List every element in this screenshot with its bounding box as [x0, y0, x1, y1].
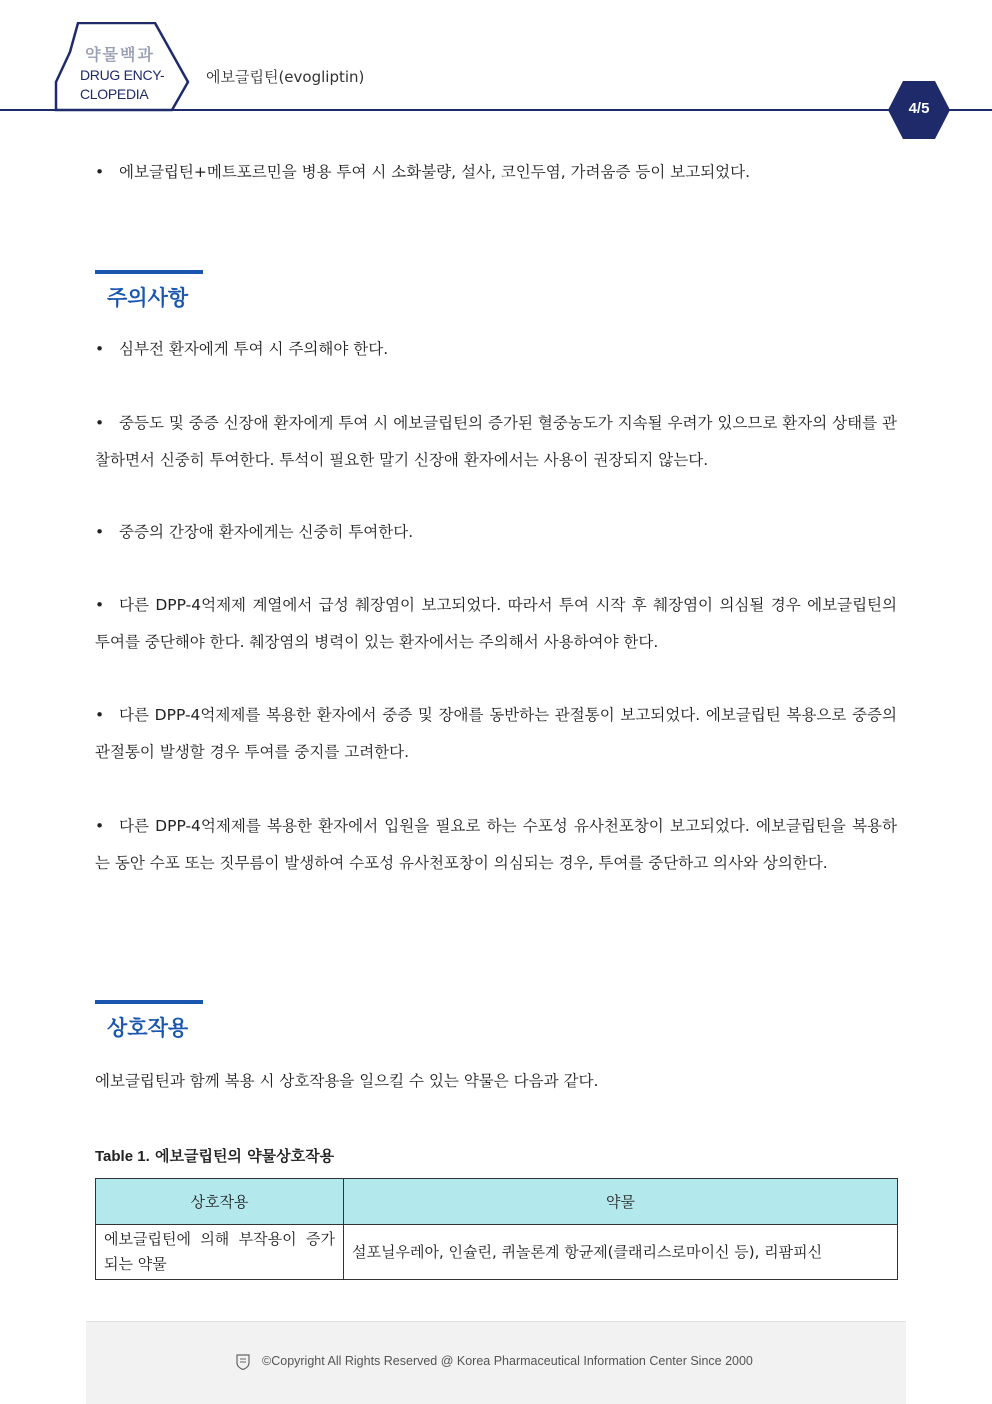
footer-copyright: ©Copyright All Rights Reserved @ Korea Pharmaceutical Information Center Since 2000 — [262, 1354, 753, 1368]
logo-english-line1: DRUG ENCY- — [80, 67, 165, 83]
table-header-cell: 상호작용 — [96, 1179, 344, 1225]
bullet-icon: • — [95, 163, 105, 181]
bullet-icon: • — [95, 817, 105, 835]
precaution-text: 다른 DPP-4억제제를 복용한 환자에서 중증 및 장애를 동반하는 관절통이 보고되었다. 에보글립틴 복용으로 중증의 관절통이 발생할 경우 투여를 중지를 고려한다. — [95, 706, 897, 761]
bullet-icon: • — [95, 596, 105, 614]
precaution-text: 다른 DPP-4억제제를 복용한 환자에서 입원을 필요로 하는 수포성 유사천포창이 보고되었다. 에보글립틴을 복용하는 동안 수포 또는 짓무름이 발생하여 수포성 유사천포창이 의심되는 경우, 투여를 중단하고 의사와 상의한다. — [95, 817, 897, 872]
table-cell: 설포닐우레아, 인슐린, 퀴놀론계 항균제(클래리스로마이신 등), 리팜피신 — [344, 1225, 898, 1280]
logo — [50, 22, 190, 112]
logo-english-line2: CLOPEDIA — [80, 86, 149, 102]
precaution-item — [95, 697, 897, 771]
table-cell: 에보글립틴에 의해 부작용이 증가되는 약물 — [96, 1225, 344, 1280]
precaution-text: 중등도 및 중증 신장애 환자에게 투여 시 에보글립틴의 증가된 혈중농도가 지속될 우려가 있으므로 환자의 상태를 관찰하면서 신중히 투여한다. 투석이 필요한 말기 신장애 환자에서는 사용이 권장되지 않는다. — [95, 414, 897, 469]
precautions-section-bar — [95, 270, 203, 274]
interactions-section-bar — [95, 1000, 203, 1004]
intro-bullet-paragraph — [95, 154, 897, 191]
interaction-table — [95, 1178, 898, 1280]
table-caption-title: 에보글립틴의 약물상호작용 — [154, 1147, 335, 1165]
bullet-icon: • — [95, 706, 105, 724]
shield-emblem-icon — [236, 1354, 250, 1370]
precaution-item — [95, 331, 897, 368]
table-caption-number: Table 1. — [95, 1148, 150, 1165]
logo-korean-text: 약물백과 — [85, 45, 155, 64]
table-caption — [95, 1145, 334, 1166]
precaution-text: 다른 DPP-4억제제 계열에서 급성 췌장염이 보고되었다. 따라서 투여 시작 후 췌장염이 의심될 경우 에보글립틴의 투여를 중단해야 한다. 췌장염의 병력이 있는 환자에서는 주의해서 사용하여야 한다. — [95, 596, 897, 651]
precautions-title: 주의사항 — [107, 286, 189, 310]
precaution-item — [95, 405, 897, 479]
precaution-item — [95, 808, 897, 882]
table-header-row — [96, 1179, 898, 1225]
table-header-cell: 약물 — [344, 1179, 898, 1225]
precaution-item — [95, 514, 897, 551]
page-number: 4/5 — [908, 100, 930, 117]
bullet-icon: • — [95, 414, 105, 432]
interactions-intro: 에보글립틴과 함께 복용 시 상호작용을 일으킬 수 있는 약물은 다음과 같다. — [95, 1072, 599, 1090]
bullet-icon: • — [95, 523, 105, 541]
precaution-item — [95, 587, 897, 661]
table-row — [96, 1225, 898, 1280]
interactions-title: 상호작용 — [107, 1016, 189, 1040]
intro-text: 에보글립틴+메트포르민을 병용 투여 시 소화불량, 설사, 코인두염, 가려움증 등이 보고되었다. — [119, 163, 751, 181]
bullet-icon: • — [95, 340, 105, 358]
logo-english-text — [80, 66, 164, 104]
header-divider — [0, 109, 992, 111]
precaution-text: 중증의 간장애 환자에게는 신중히 투여한다. — [119, 523, 414, 541]
document-title: 에보글립틴(evogliptin) — [206, 68, 365, 86]
precaution-text: 심부전 환자에게 투여 시 주의해야 한다. — [119, 340, 389, 358]
